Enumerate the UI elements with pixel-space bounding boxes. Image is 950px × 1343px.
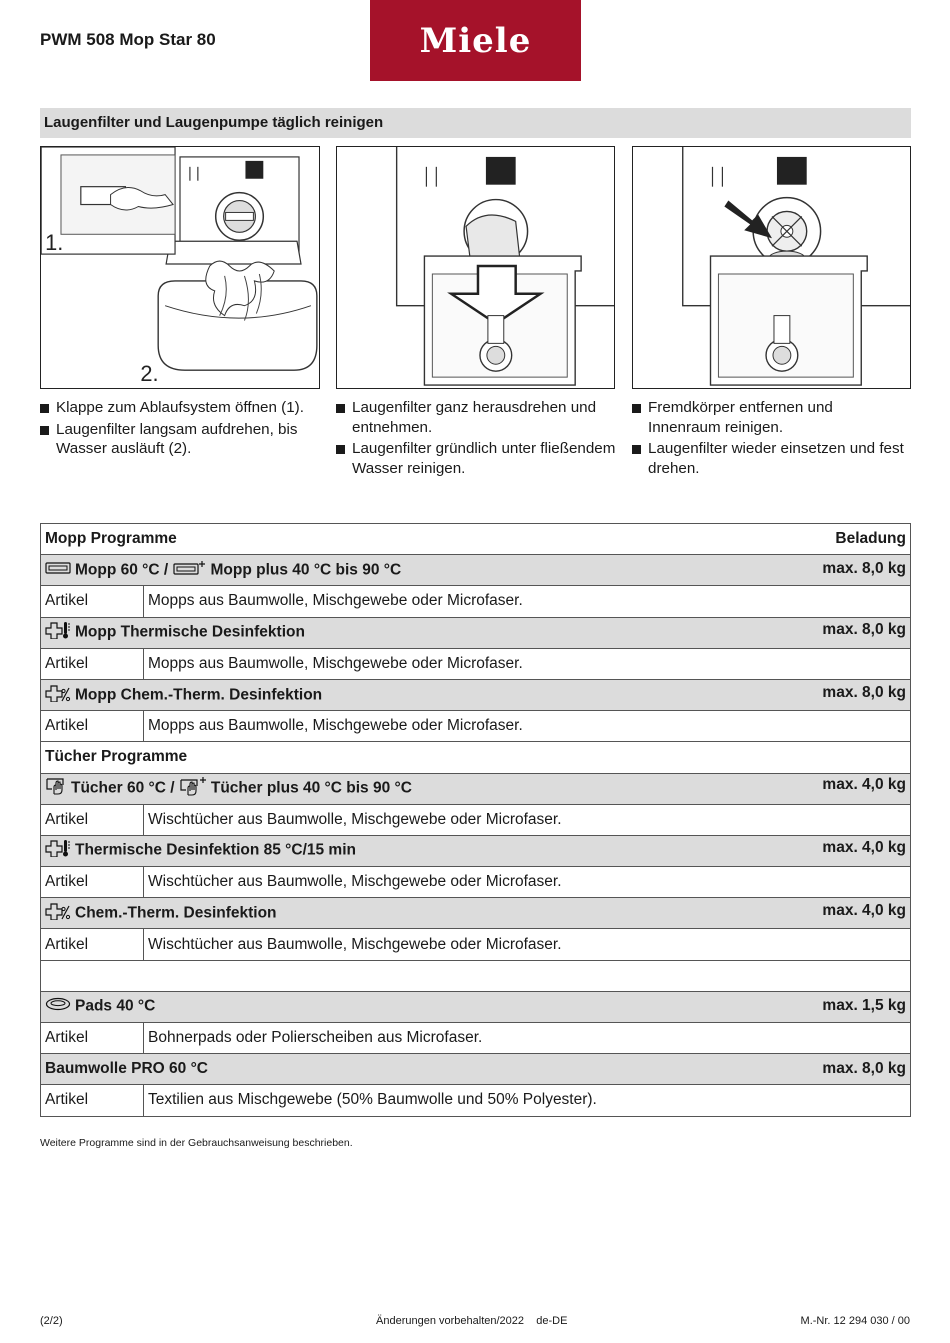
pads-icon <box>45 997 71 1016</box>
program-name-plus: Mopp plus 40 °C bis 90 °C <box>210 561 402 579</box>
article-row <box>41 711 911 742</box>
program-cell <box>41 679 911 710</box>
thermal-disinfection-icon <box>45 621 71 644</box>
program-row <box>41 555 911 586</box>
article-row <box>41 804 911 835</box>
program-row <box>41 835 911 866</box>
program-table <box>40 523 911 1117</box>
clean-interior-drawing <box>633 147 910 388</box>
material-number: M.-Nr. 12 294 030 / 00 <box>800 1315 910 1327</box>
program-row <box>41 679 911 710</box>
table-header-row <box>41 524 911 555</box>
steps-column-1 <box>40 398 330 461</box>
program-name: Mopp Chem.-Therm. Desinfektion <box>75 686 323 704</box>
article-text: Wischtücher aus Baumwolle, Mischgewebe oder Microfaser. <box>144 929 911 960</box>
program-load: max. 8,0 kg <box>822 1060 906 1078</box>
article-row <box>41 1085 911 1116</box>
step-item: Laugenfilter ganz herausdrehen und entnehmen. <box>336 398 621 437</box>
article-label: Artikel <box>41 586 144 617</box>
program-row <box>41 1054 911 1085</box>
program-cell <box>41 991 911 1022</box>
step-item: Fremdkörper entfernen und Innenraum reinigen. <box>632 398 907 437</box>
program-load: max. 1,5 kg <box>822 997 906 1015</box>
article-label: Artikel <box>41 1023 144 1054</box>
table-header-left: Mopp Programme <box>45 530 177 548</box>
illustration-open-flap <box>40 146 320 389</box>
program-row <box>41 617 911 648</box>
article-label: Artikel <box>41 711 144 742</box>
model-title: PWM 508 Mop Star 80 <box>40 30 216 49</box>
program-load: max. 4,0 kg <box>822 901 906 919</box>
step-item: Klappe zum Ablaufsystem öffnen (1). <box>40 398 330 418</box>
program-name-plus: Tücher plus 40 °C bis 90 °C <box>210 779 412 797</box>
blank-row <box>41 960 911 991</box>
footer-revision: Änderungen vorbehalten/2022 de-DE <box>376 1315 568 1327</box>
program-name: Thermische Desinfektion 85 °C/15 min <box>75 842 356 860</box>
article-text: Textilien aus Mischgewebe (50% Baumwolle und 50% Polyester). <box>144 1085 911 1116</box>
program-name: Tücher 60 °C / <box>71 779 175 797</box>
table-header-cell <box>41 524 911 555</box>
article-text: Wischtücher aus Baumwolle, Mischgewebe oder Microfaser. <box>144 804 911 835</box>
group-header: Tücher Programme <box>41 742 911 773</box>
mop-plus-icon <box>173 560 207 581</box>
article-text: Mopps aus Baumwolle, Mischgewebe oder Microfaser. <box>144 711 911 742</box>
article-text: Wischtücher aus Baumwolle, Mischgewebe oder Microfaser. <box>144 867 911 898</box>
article-label: Artikel <box>41 1085 144 1116</box>
cloth-plus-icon <box>179 776 207 801</box>
program-row <box>41 773 911 804</box>
article-row <box>41 1023 911 1054</box>
program-load: max. 8,0 kg <box>822 683 906 701</box>
illustration-clean-interior <box>632 146 911 389</box>
step-item: Laugenfilter gründlich unter fließendem Wasser reinigen. <box>336 439 621 478</box>
step-item: Laugenfilter wieder einsetzen und fest drehen. <box>632 439 907 478</box>
logo-text: Miele <box>419 20 532 61</box>
article-label: Artikel <box>41 804 144 835</box>
group-header-row <box>41 742 911 773</box>
article-text: Bohnerpads oder Polierscheiben aus Microfaser. <box>144 1023 911 1054</box>
program-name: Baumwolle PRO 60 °C <box>45 1060 208 1078</box>
article-text: Mopps aus Baumwolle, Mischgewebe oder Microfaser. <box>144 586 911 617</box>
article-row <box>41 929 911 960</box>
program-name: Chem.-Therm. Desinfektion <box>75 904 277 922</box>
remove-filter-drawing <box>337 147 614 388</box>
program-cell <box>41 773 911 804</box>
table-header-right: Beladung <box>835 530 906 548</box>
miele-logo <box>370 0 581 81</box>
program-load: max. 8,0 kg <box>822 559 906 577</box>
program-load: max. 4,0 kg <box>822 839 906 857</box>
section-title: Laugenfilter und Laugenpumpe täglich reinigen <box>40 108 911 138</box>
chemo-thermal-disinfection-icon <box>45 684 71 707</box>
article-label: Artikel <box>41 929 144 960</box>
article-text: Mopps aus Baumwolle, Mischgewebe oder Microfaser. <box>144 648 911 679</box>
article-row <box>41 586 911 617</box>
program-cell <box>41 898 911 929</box>
steps-column-3 <box>632 398 907 480</box>
open-flap-drawing <box>41 147 319 388</box>
cloth-icon <box>45 777 67 800</box>
program-cell <box>41 555 911 586</box>
figure-label-2: 2. <box>140 361 159 387</box>
steps-column-2 <box>336 398 621 480</box>
article-label: Artikel <box>41 648 144 679</box>
article-row <box>41 867 911 898</box>
thermal-disinfection-icon <box>45 839 71 862</box>
program-cell <box>41 1054 911 1085</box>
program-row <box>41 991 911 1022</box>
program-name: Mopp 60 °C / <box>75 561 169 579</box>
program-cell <box>41 835 911 866</box>
chemo-thermal-disinfection-icon <box>45 902 71 925</box>
program-name: Mopp Thermische Desinfektion <box>75 623 305 641</box>
blank-cell <box>41 960 911 991</box>
mop-icon <box>45 561 71 580</box>
program-row <box>41 898 911 929</box>
program-load: max. 4,0 kg <box>822 776 906 794</box>
illustration-remove-filter <box>336 146 615 389</box>
step-item: Laugenfilter langsam aufdrehen, bis Wasser ausläuft (2). <box>40 420 330 459</box>
program-name: Pads 40 °C <box>75 998 156 1015</box>
article-row <box>41 648 911 679</box>
page-number: (2/2) <box>40 1315 63 1327</box>
article-label: Artikel <box>41 867 144 898</box>
program-cell <box>41 617 911 648</box>
program-load: max. 8,0 kg <box>822 621 906 639</box>
footnote: Weitere Programme sind in der Gebrauchsanweisung beschrieben. <box>40 1137 353 1149</box>
figure-label-1: 1. <box>45 230 64 256</box>
